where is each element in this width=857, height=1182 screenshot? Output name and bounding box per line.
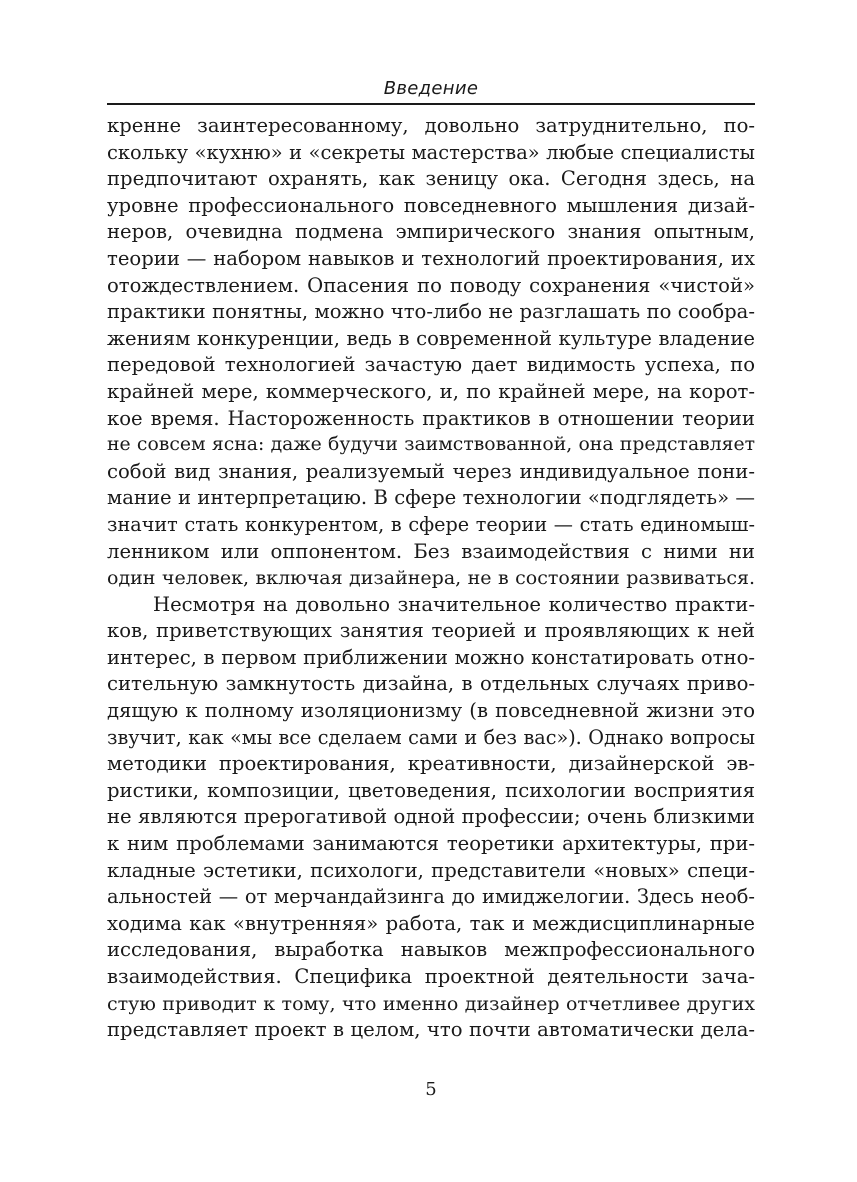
text-line: жениям конкуренции, ведь в современной культуре владение — [107, 326, 755, 350]
text-line: альностей — от мерчандайзинга до имиджелогии. Здесь необ- — [107, 885, 755, 909]
text-line: скольку «кухню» и «секреты мастерства» любые специалисты — [107, 140, 755, 164]
text-line: Несмотря на довольно значительное количество практи- — [153, 592, 755, 616]
text-line: дящую к полному изоляционизму (в повседневной жизни это — [107, 699, 755, 723]
text-line: теории — набором навыков и технологий проектирования, их — [107, 246, 755, 270]
text-line: практики понятны, можно что-либо не разглашать по сообра- — [107, 300, 755, 324]
text-line: взаимодействия. Специфика проектной деятельности зача- — [107, 965, 755, 988]
text-line: кренне заинтересованному, довольно затруднительно, по- — [107, 114, 755, 137]
text-line: интерес, в первом приближении можно констатировать отно- — [107, 645, 755, 669]
text-line: значит стать конкурентом, в сфере теории — стать единомыш- — [107, 512, 755, 536]
text-line: не являются прерогативой одной профессии; очень близкими — [107, 805, 755, 829]
page-number: 5 — [425, 1079, 437, 1100]
text-line: стую приводит к тому, что именно дизайнер отчетливее других — [107, 992, 755, 1015]
running-title: Введение — [383, 78, 479, 99]
text-line: крайней мере, коммерческого, и, по крайней мере, на корот- — [107, 379, 755, 403]
text-line: мание и интерпретацию. В сфере технологии «подглядеть» — — [107, 486, 755, 510]
text-line: собой вид знания, реализуемый через индивидуальное пони- — [107, 459, 755, 483]
text-line: отождествлением. Опасения по поводу сохранения «чистой» — [107, 273, 755, 297]
text-line: предпочитают охранять, как зеницу ока. Сегодня здесь, на — [107, 167, 755, 191]
text-line: не совсем ясна: даже будучи заимствованной, она представляет — [107, 434, 755, 456]
text-line: ков, приветствующих занятия теорией и проявляющих к ней — [107, 619, 755, 643]
text-line: неров, очевидна подмена эмпирического знания опытным, — [107, 220, 755, 244]
body-text — [107, 113, 755, 1044]
text-line: кладные эстетики, психологи, представители «новых» специ- — [107, 858, 755, 882]
text-line: методики проектирования, креативности, дизайнерской эв- — [107, 752, 755, 776]
text-line: ходима как «внутренняя» работа, так и междисциплинарные — [107, 911, 755, 935]
paragraph-2 — [107, 592, 755, 1044]
paragraph-1 — [107, 113, 755, 592]
text-line: один человек, включая дизайнера, не в состоянии развиваться. — [107, 567, 755, 590]
text-line: передовой технологией зачастую дает видимость успеха, по — [107, 353, 755, 377]
text-line: ристики, композиции, цветоведения, психологии восприятия — [107, 778, 755, 802]
text-line: к ним проблемами занимаются теоретики архитектуры, при- — [107, 832, 755, 856]
text-line: звучит, как «мы все сделаем сами и без вас»). Однако вопросы — [107, 725, 755, 749]
header-rule — [107, 103, 755, 105]
text-line: представляет проект в целом, что почти автоматически дела- — [107, 1018, 755, 1042]
text-line: сительную замкнутость дизайна, в отдельных случаях приво- — [107, 672, 755, 696]
text-line: уровне профессионального повседневного мышления дизай- — [107, 193, 755, 217]
text-line: кое время. Настороженность практиков в отношении теории — [107, 406, 755, 430]
text-line: исследования, выработка навыков межпрофессионального — [107, 938, 755, 962]
text-line: ленником или оппонентом. Без взаимодействия с ними ни — [107, 539, 755, 563]
